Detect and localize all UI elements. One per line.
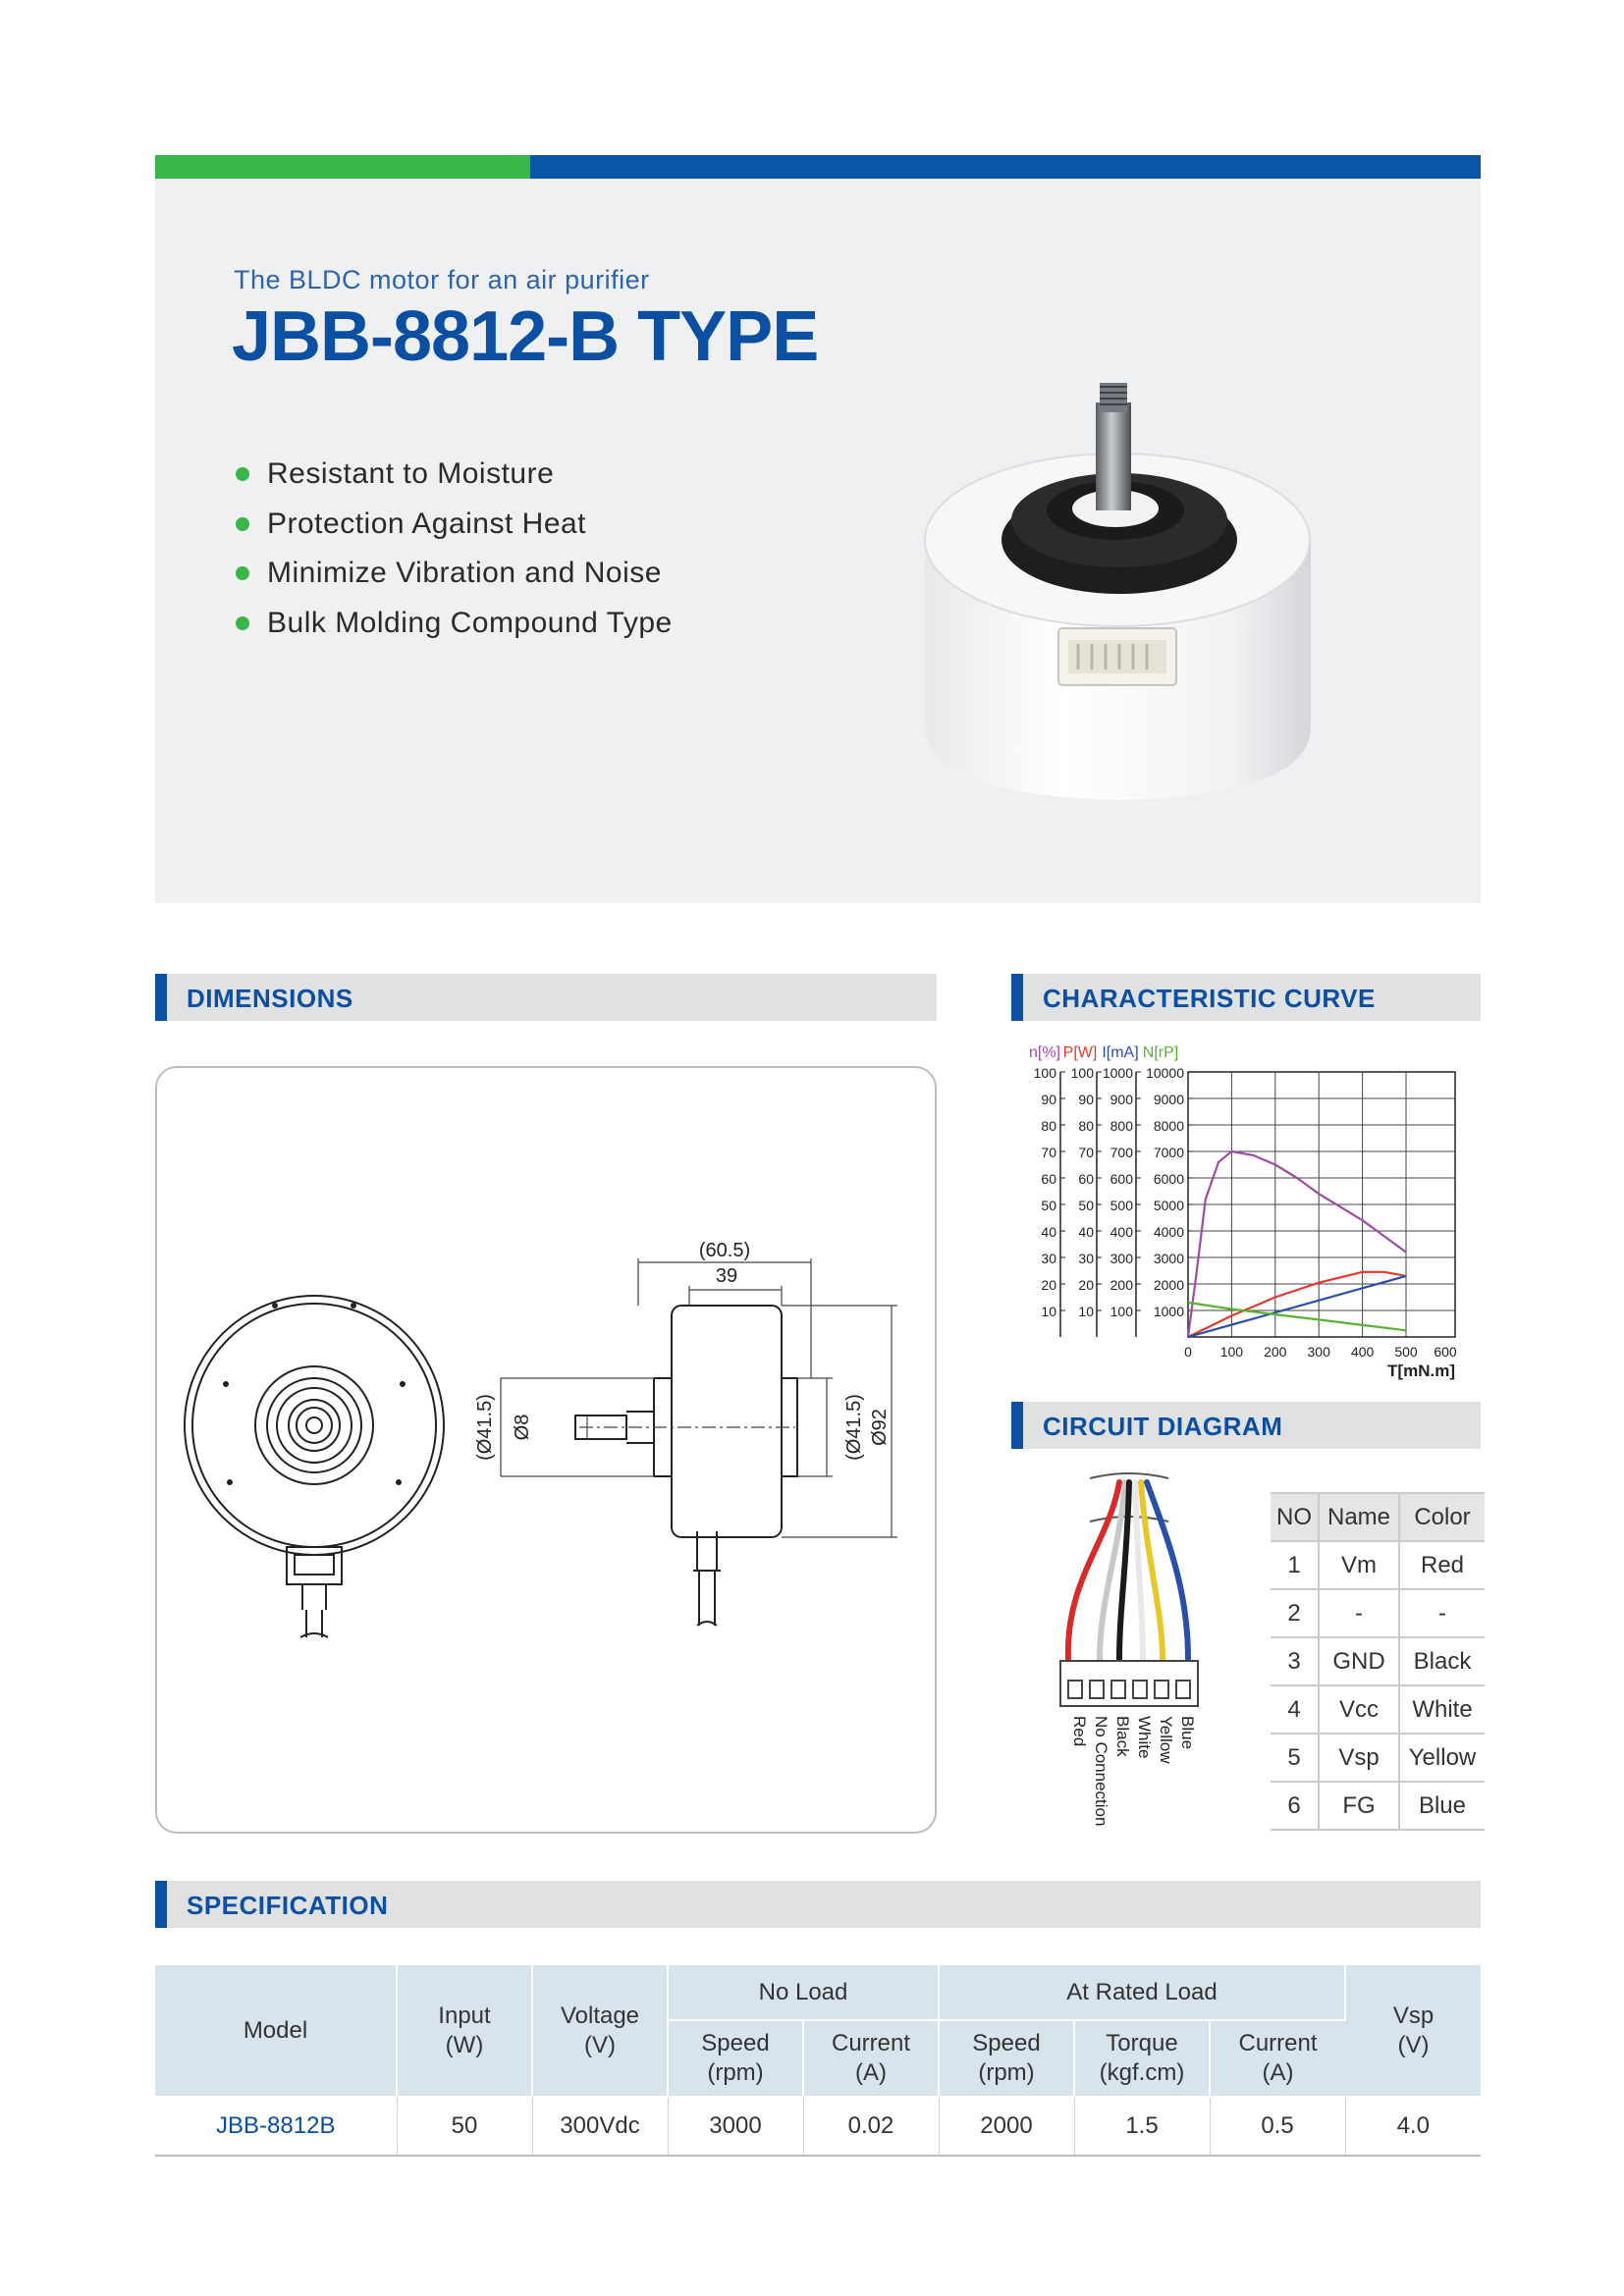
y-tick-label-current: 200 — [1110, 1277, 1133, 1293]
bullet-dot-icon — [236, 467, 249, 481]
col-header-rl-speed: Speed (rpm) — [939, 2020, 1074, 2097]
dim-body-length: 39 — [715, 1265, 738, 1287]
x-tick-label: 0 — [1184, 1344, 1192, 1360]
spec-rl-torque: 1.5 — [1074, 2097, 1210, 2156]
col-header-rl-current: Current (A) — [1210, 2020, 1345, 2097]
col-header-name: Name — [1319, 1493, 1399, 1541]
y-tick-label-power: 80 — [1078, 1118, 1094, 1134]
y-tick-label-speed: 6000 — [1153, 1171, 1184, 1187]
y-tick-label-current: 600 — [1110, 1171, 1133, 1187]
x-tick-label: 300 — [1307, 1344, 1330, 1360]
dim-body-diameter: Ø92 — [869, 1409, 891, 1446]
wire-label-no-connection: No Connection — [1092, 1716, 1110, 1827]
section-header-dimensions: DIMENSIONS — [155, 974, 937, 1021]
y-tick-label-eff: 60 — [1041, 1171, 1056, 1187]
bullet-dot-icon — [236, 566, 249, 580]
col-header-no-load: No Load — [668, 1965, 939, 2020]
bullet-dot-icon — [236, 616, 249, 630]
section-header-specification: SPECIFICATION — [155, 1881, 1481, 1928]
y-tick-label-eff: 30 — [1041, 1251, 1056, 1266]
spec-vsp: 4.0 — [1345, 2097, 1481, 2156]
y-tick-label-power: 50 — [1078, 1198, 1094, 1213]
y-tick-label-current: 100 — [1110, 1304, 1133, 1319]
x-tick-label: 200 — [1264, 1344, 1287, 1360]
x-tick-label: 600 — [1434, 1344, 1457, 1360]
spec-nl-speed: 3000 — [668, 2097, 803, 2156]
product-title: JBB-8812-B TYPE — [232, 297, 819, 376]
y-tick-label-eff: 90 — [1041, 1092, 1056, 1107]
y-tick-label-power: 10 — [1078, 1304, 1094, 1319]
axis-title-current: I[mA] — [1102, 1044, 1139, 1061]
y-tick-label-power: 70 — [1078, 1145, 1094, 1160]
y-tick-label-power: 30 — [1078, 1251, 1094, 1266]
bullet-dot-icon — [236, 517, 249, 531]
col-header-model: Model — [155, 1965, 397, 2097]
y-tick-label-eff: 100 — [1033, 1065, 1056, 1081]
wire-label-blue: Blue — [1178, 1716, 1197, 1750]
spec-nl-current: 0.02 — [803, 2097, 939, 2156]
feature-item: Bulk Molding Compound Type — [236, 599, 673, 649]
y-tick-label-speed: 10000 — [1146, 1065, 1184, 1081]
axis-title-eff: n[%] — [1028, 1044, 1061, 1061]
y-tick-label-current: 300 — [1110, 1251, 1133, 1266]
characteristic-curve-chart — [1011, 1037, 1481, 1390]
y-tick-label-speed: 5000 — [1153, 1198, 1184, 1213]
connector-wiring-diagram — [1041, 1463, 1227, 1836]
y-tick-label-power: 60 — [1078, 1171, 1094, 1187]
x-tick-label: 500 — [1394, 1344, 1418, 1360]
x-tick-label: 100 — [1219, 1344, 1244, 1360]
feature-item: Resistant to Moisture — [236, 450, 673, 500]
x-axis-title: T[mN.m] — [1387, 1362, 1455, 1380]
y-tick-label-speed: 7000 — [1153, 1145, 1184, 1160]
y-tick-label-power: 100 — [1070, 1065, 1094, 1081]
spec-input: 50 — [397, 2097, 532, 2156]
section-header-characteristic-curve: CHARACTERISTIC CURVE — [1011, 974, 1481, 1021]
y-tick-label-eff: 70 — [1041, 1145, 1056, 1160]
dim-shaft-diameter: Ø8 — [512, 1414, 533, 1441]
wire-label-black: Black — [1113, 1716, 1132, 1757]
col-header-no: NO — [1271, 1493, 1319, 1541]
col-header-vsp: Vsp (V) — [1345, 1965, 1481, 2097]
y-tick-label-eff: 50 — [1041, 1198, 1056, 1213]
y-tick-label-speed: 2000 — [1153, 1277, 1184, 1293]
dim-overall-length: (60.5) — [698, 1240, 751, 1261]
table-row: 3 GND Black — [1271, 1637, 1485, 1685]
y-tick-label-speed: 8000 — [1153, 1118, 1184, 1134]
y-tick-label-eff: 10 — [1041, 1304, 1056, 1319]
side-view-drawing — [471, 1227, 923, 1659]
specification-table — [155, 1965, 1481, 2157]
y-tick-label-speed: 9000 — [1153, 1092, 1184, 1107]
feature-item: Minimize Vibration and Noise — [236, 549, 673, 599]
spec-rl-speed: 2000 — [939, 2097, 1074, 2156]
y-tick-label-current: 1000 — [1102, 1065, 1133, 1081]
col-header-nl-current: Current (A) — [803, 2020, 939, 2097]
spec-rl-current: 0.5 — [1210, 2097, 1345, 2156]
product-subtitle: The BLDC motor for an air purifier — [234, 265, 650, 294]
x-tick-label: 400 — [1350, 1344, 1375, 1360]
table-row: 2 - - — [1271, 1589, 1485, 1637]
axis-title-speed: N[rP] — [1142, 1044, 1179, 1061]
y-tick-label-power: 20 — [1078, 1277, 1094, 1293]
spec-voltage: 300Vdc — [532, 2097, 668, 2156]
y-tick-label-current: 900 — [1110, 1092, 1133, 1107]
motor-product-image — [913, 363, 1326, 815]
col-header-color: Color — [1399, 1493, 1485, 1541]
pin-assignment-table — [1271, 1492, 1485, 1831]
y-tick-label-speed: 4000 — [1153, 1224, 1184, 1240]
wire-label-yellow: Yellow — [1157, 1716, 1175, 1764]
table-row — [155, 2097, 1481, 2156]
dim-right-diameter: (Ø41.5) — [843, 1394, 865, 1461]
y-tick-label-current: 400 — [1110, 1224, 1133, 1240]
feature-list — [236, 450, 673, 648]
axis-title-power: P[W] — [1062, 1044, 1098, 1061]
wire-label-white: White — [1135, 1716, 1154, 1759]
table-header-row — [1271, 1493, 1485, 1541]
col-header-rated-load: At Rated Load — [939, 1965, 1345, 2020]
y-tick-label-current: 800 — [1110, 1118, 1133, 1134]
col-header-input: Input (W) — [397, 1965, 532, 2097]
accent-bar-blue — [530, 155, 1481, 179]
front-view-drawing — [177, 1256, 471, 1649]
dim-left-diameter: (Ø41.5) — [474, 1394, 496, 1461]
y-tick-label-power: 90 — [1078, 1092, 1094, 1107]
y-tick-label-speed: 1000 — [1153, 1304, 1184, 1319]
col-header-nl-speed: Speed (rpm) — [668, 2020, 803, 2097]
y-tick-label-eff: 80 — [1041, 1118, 1056, 1134]
section-header-circuit-diagram: CIRCUIT DIAGRAM — [1011, 1402, 1481, 1449]
y-tick-label-eff: 20 — [1041, 1277, 1056, 1293]
y-tick-label-eff: 40 — [1041, 1224, 1056, 1240]
y-tick-label-current: 700 — [1110, 1145, 1133, 1160]
accent-bar-green — [155, 155, 530, 179]
y-tick-label-speed: 3000 — [1153, 1251, 1184, 1266]
col-header-rl-torque: Torque (kgf.cm) — [1074, 2020, 1210, 2097]
table-row: 5 Vsp Yellow — [1271, 1734, 1485, 1782]
y-tick-label-current: 500 — [1110, 1198, 1133, 1213]
feature-item: Protection Against Heat — [236, 500, 673, 550]
table-row: 6 FG Blue — [1271, 1782, 1485, 1830]
table-row: 1 Vm Red — [1271, 1541, 1485, 1589]
wire-label-red: Red — [1070, 1716, 1089, 1747]
spec-model: JBB-8812B — [155, 2097, 397, 2156]
col-header-voltage: Voltage (V) — [532, 1965, 668, 2097]
y-tick-label-power: 40 — [1078, 1224, 1094, 1240]
table-row: 4 Vcc White — [1271, 1685, 1485, 1734]
table-header-row — [155, 1965, 1481, 2020]
